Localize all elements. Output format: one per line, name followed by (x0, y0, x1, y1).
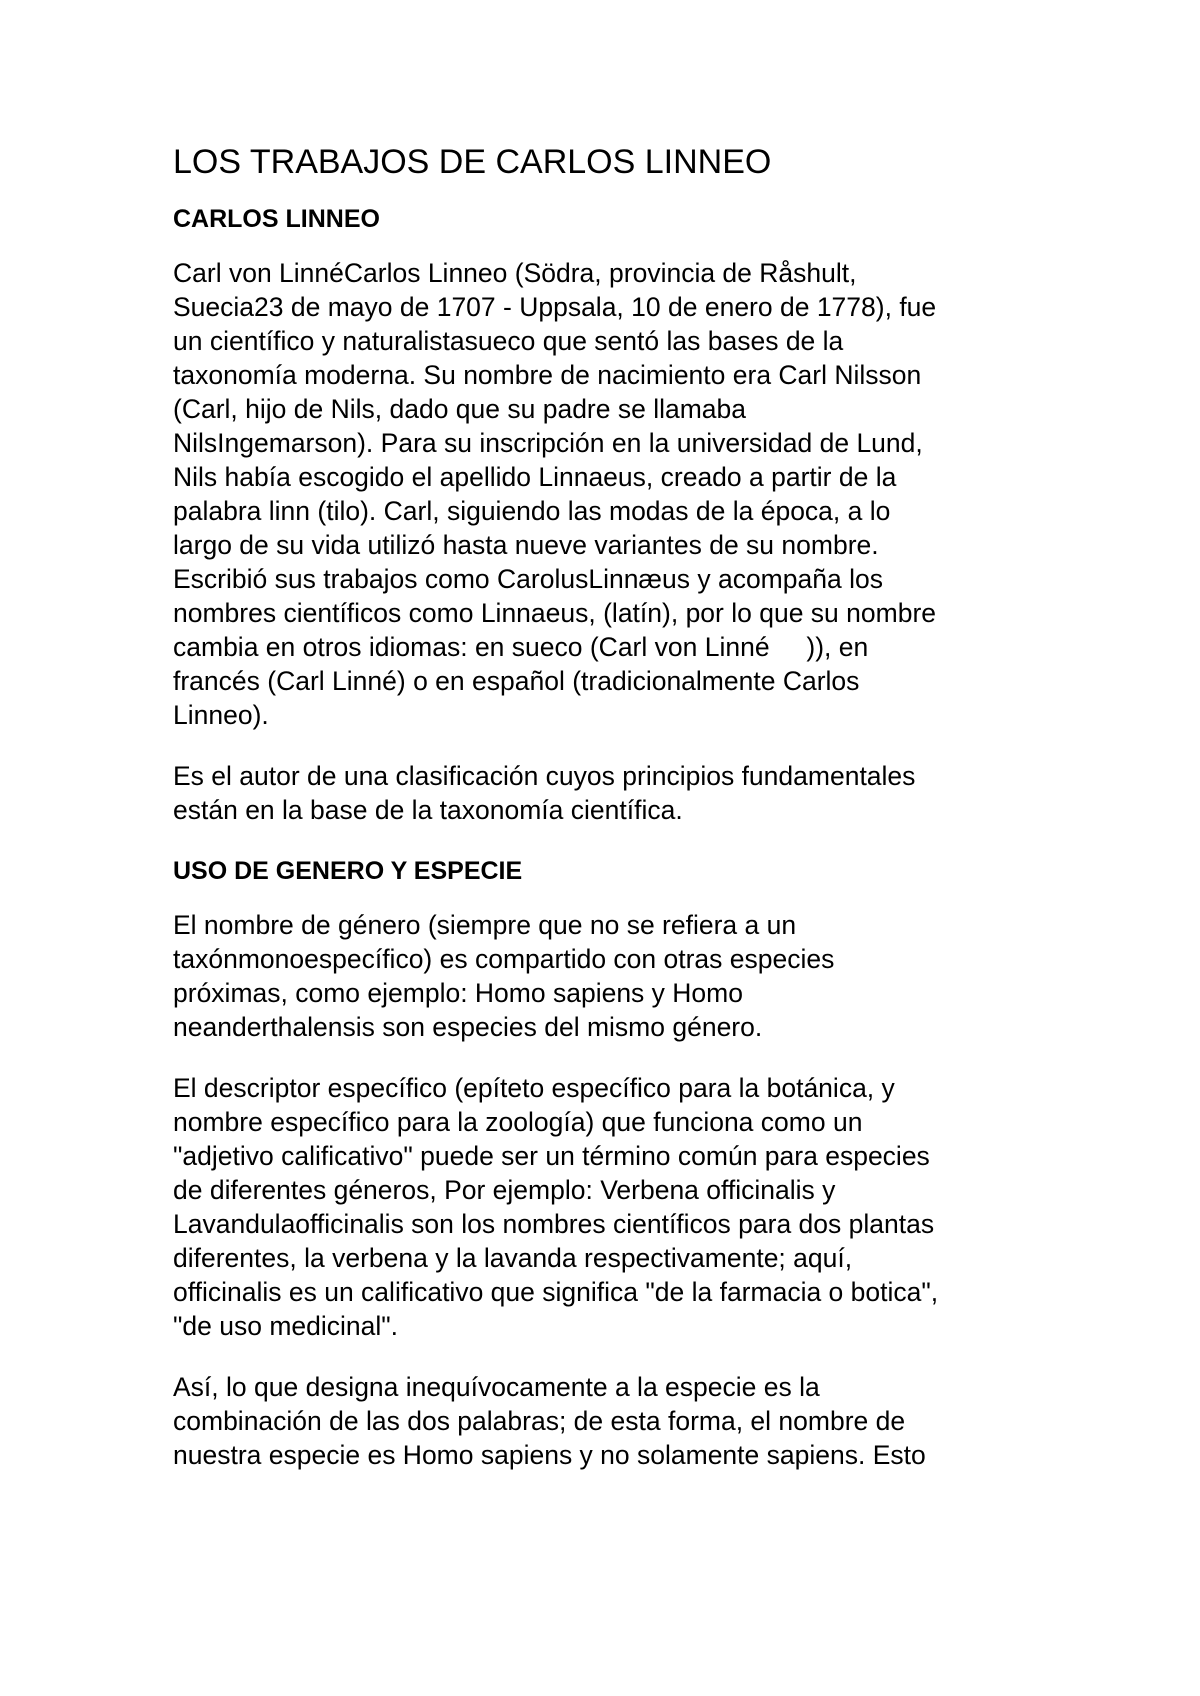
text-line: nuestra especie es Homo sapiens y no solamente sapiens. Esto (173, 1440, 926, 1470)
text-line: Nils había escogido el apellido Linnaeus, creado a partir de la (173, 462, 897, 492)
paragraph-binomial (173, 1370, 1043, 1472)
text-line: (Carl, hijo de Nils, dado que su padre se llamaba (173, 394, 747, 424)
text-line: palabra linn (tilo). Carl, siguiendo las modas de la época, a lo (173, 496, 891, 526)
document-content (173, 140, 1043, 1499)
text-line: El nombre de género (siempre que no se refiera a un (173, 910, 797, 940)
text-line: officinalis es un calificativo que significa "de la farmacia o botica", (173, 1277, 939, 1307)
text-line: neanderthalensis son especies del mismo género. (173, 1012, 763, 1042)
text-line: un científico y naturalistasueco que sentó las bases de la (173, 326, 844, 356)
paragraph-classification (173, 759, 1043, 827)
text-line: Suecia23 de mayo de 1707 - Uppsala, 10 de enero de 1778), fue (173, 292, 937, 322)
text-line: El descriptor específico (epíteto específico para la botánica, y (173, 1073, 895, 1103)
text-line: taxónmonoespecífico) es compartido con otras especies (173, 944, 835, 974)
text-line: "adjetivo calificativo" puede ser un término común para especies (173, 1141, 930, 1171)
paragraph-specific-descriptor (173, 1071, 1043, 1343)
paragraph-biography (173, 256, 1043, 732)
text-line: Lavandulaofficinalis son los nombres científicos para dos plantas (173, 1209, 935, 1239)
text-line: largo de su vida utilizó hasta nueve variantes de su nombre. (173, 530, 879, 560)
text-line: combinación de las dos palabras; de esta forma, el nombre de (173, 1406, 906, 1436)
text-line: Escribió sus trabajos como CarolusLinnæus y acompaña los (173, 564, 883, 594)
text-line: Es el autor de una clasificación cuyos principios fundamentales (173, 761, 916, 791)
text-line: Carl von LinnéCarlos Linneo (Södra, provincia de Råshult, (173, 258, 857, 288)
section-carlos-linneo (173, 202, 1043, 827)
text-line: próximas, como ejemplo: Homo sapiens y Homo (173, 978, 743, 1008)
text-line: Así, lo que designa inequívocamente a la especie es la (173, 1372, 820, 1402)
text-line: nombres científicos como Linnaeus, (latín), por lo que su nombre (173, 598, 937, 628)
text-line: de diferentes géneros, Por ejemplo: Verbena officinalis y (173, 1175, 836, 1205)
text-line: NilsIngemarson). Para su inscripción en la universidad de Lund, (173, 428, 923, 458)
section-heading: USO DE GENERO Y ESPECIE (173, 857, 523, 885)
text-line: taxonomía moderna. Su nombre de nacimiento era Carl Nilsson (173, 360, 922, 390)
text-line: cambia en otros idiomas: en sueco (Carl von Linné )), en (173, 632, 869, 662)
text-line: Linneo). (173, 700, 269, 730)
text-line: están en la base de la taxonomía científica. (173, 795, 683, 825)
text-line: "de uso medicinal". (173, 1311, 399, 1341)
section-uso-genero-especie (173, 854, 1043, 1472)
section-heading: CARLOS LINNEO (173, 205, 380, 233)
document-title: LOS TRABAJOS DE CARLOS LINNEO (173, 143, 772, 181)
paragraph-genus (173, 908, 1043, 1044)
text-line: francés (Carl Linné) o en español (tradicionalmente Carlos (173, 666, 860, 696)
text-line: diferentes, la verbena y la lavanda respectivamente; aquí, (173, 1243, 853, 1273)
text-line: nombre específico para la zoología) que funciona como un (173, 1107, 863, 1137)
